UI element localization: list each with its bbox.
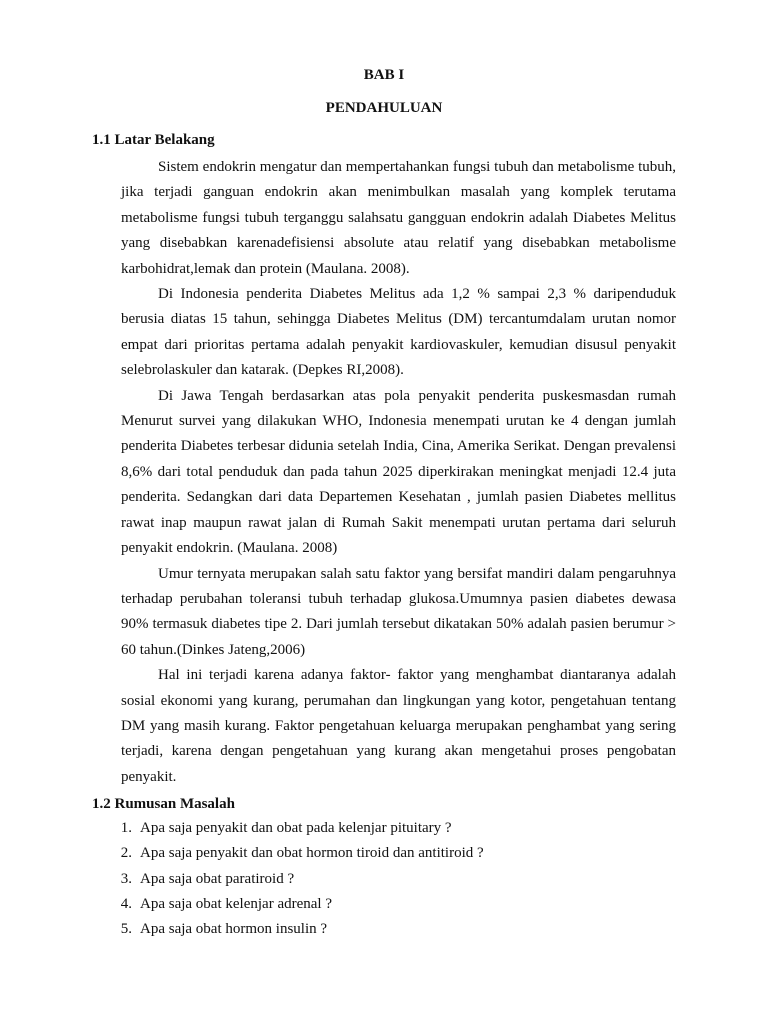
list-number: 5. bbox=[120, 921, 132, 938]
paragraph: Di Indonesia penderita Diabetes Melitus ada 1,2 % sampai 2,3 % daripenduduk berusia diatas 15 tahun, sehingga Diabetes Melitus (DM) tercantumdalam urutan nomor empat dari prioritas pertama adalah penyakit kardiovaskuler, kemudian disusul penyakit selebrolaskuler dan katarak. (Depkes RI,2008). bbox=[121, 286, 676, 379]
section-heading-rumusan-masalah: 1.2 Rumusan Masalah bbox=[92, 796, 235, 812]
background-body bbox=[121, 155, 676, 790]
list-item bbox=[92, 816, 484, 841]
list-item bbox=[92, 892, 484, 917]
list-item bbox=[92, 841, 484, 866]
paragraph: Di Jawa Tengah berdasarkan atas pola penyakit penderita puskesmasdan rumah Menurut survei yang dilakukan WHO, Indonesia menempati urutan ke 4 dengan jumlah penderita Diabetes terbesar didunia setelah India, Cina, Amerika Serikat. Dengan prevalensi 8,6% dari total penduduk dan pada tahun 2025 diperkirakan meningkat menjadi 12.4 juta penderita. Sedangkan dari data Departemen Kesehatan , jumlah pasien Diabetes mellitus rawat inap maupun rawat jalan di Rumah Sakit menempati urutan pertama dari seluruh penyakit endokrin. (Maulana. 2008) bbox=[121, 387, 676, 557]
section-heading-latar-belakang: 1.1 Latar Belakang bbox=[92, 132, 215, 148]
list-number: 3. bbox=[120, 870, 132, 887]
paragraph: Umur ternyata merupakan salah satu faktor yang bersifat mandiri dalam pengaruhnya terhadap perubahan toleransi tubuh terhadap glukosa.Umumnya pasien diabetes dewasa 90% termasuk diabetes tipe 2. Dari jumlah tersebut dikatakan 50% adalah pasien berumur > 60 tahun.(Dinkes Jateng,2006) bbox=[121, 565, 676, 658]
list-item bbox=[92, 917, 484, 942]
list-text: Apa saja obat hormon insulin ? bbox=[140, 921, 328, 938]
list-text: Apa saja obat paratiroid ? bbox=[140, 870, 295, 887]
paragraph: Sistem endokrin mengatur dan mempertahankan fungsi tubuh dan metabolisme tubuh, jika terjadi ganguan endokrin akan menimbulkan masalah yang komplek terutama metabolisme fungsi tubuh terganggu salahsatu gangguan endokrin adalah Diabetes Melitus yang disebabkan karenadefisiensi absolute atau relatif yang disebabkan metabolisme karbohidrat,lemak dan protein (Maulana. 2008). bbox=[121, 159, 676, 277]
chapter-title: PENDAHULUAN bbox=[325, 100, 443, 116]
paragraph: Hal ini terjadi karena adanya faktor- faktor yang menghambat diantaranya adalah sosial ekonomi yang kurang, perumahan dan lingkungan yang kotor, pengetahuan tentang DM yang masih kurang. Faktor pengetahuan keluarga merupakan penghambat yang sering terjadi, karena dengan pengetahuan yang kurang akan mengetahui proses pengobatan penyakit. bbox=[121, 667, 676, 785]
list-number: 1. bbox=[120, 820, 132, 836]
list-item bbox=[92, 867, 484, 892]
list-text: Apa saja obat kelenjar adrenal ? bbox=[140, 895, 332, 912]
list-text: Apa saja penyakit dan obat hormon tiroid dan antitiroid ? bbox=[140, 845, 484, 862]
list-text: Apa saja penyakit dan obat pada kelenjar pituitary ? bbox=[140, 820, 452, 836]
problem-list bbox=[92, 816, 484, 942]
list-number: 4. bbox=[120, 895, 132, 912]
chapter-number: BAB I bbox=[363, 67, 405, 83]
list-number: 2. bbox=[120, 845, 132, 862]
